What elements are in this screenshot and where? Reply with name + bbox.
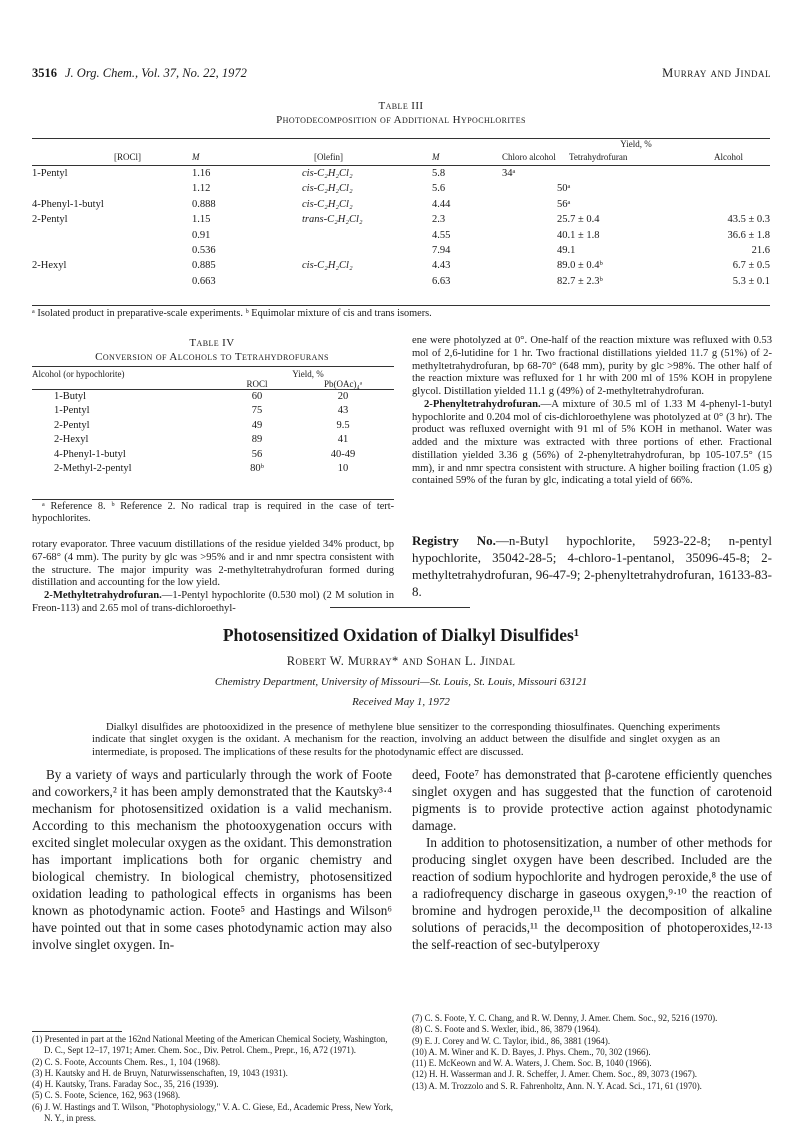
table-cell (502, 228, 557, 243)
table-cell (502, 274, 557, 289)
footnote: (4) H. Kautsky, Trans. Faraday Soc., 35, 216 (1939). (32, 1079, 219, 1090)
footnote: (7) C. S. Foote, Y. C. Chang, and R. W. Denny, J. Amer. Chem. Soc., 92, 5216 (1970). (412, 1013, 718, 1023)
footnote: (3) H. Kautsky and H. de Bruyn, Naturwissenschaften, 19, 1043 (1931). (32, 1067, 288, 1078)
article-separator (330, 607, 470, 608)
article-abstract: Dialkyl disulfides are photooxidized in the presence of methylene blue sensitizer to the corresponding thiosulfinates. Quenching experiments indicate that singlet oxygen is the oxidant. A mechanism for the reaction, involving an adduct between the disulfide and singlet oxygen as an intermediate, is proposed. The implications of these results for the photodynamic effect are discussed. (92, 722, 720, 758)
table-cell: 43 (337, 405, 349, 417)
table-cell: 2.3 (432, 214, 446, 226)
table-cell: 4.43 (432, 260, 451, 272)
table-row (32, 274, 770, 289)
table-cell: 5.8 (432, 168, 446, 179)
footnote: (13) A. M. Trozzolo and S. R. Fahrenholtz, Ann. N. Y. Acad. Sci., 171, 61 (1970). (412, 1080, 702, 1091)
table4 (32, 366, 394, 476)
table-cell: 0.885 (192, 260, 216, 272)
table-cell (32, 243, 192, 258)
table-cell: 7.94 (432, 245, 451, 257)
table4-caption: Conversion of Alcohols to Tetrahydrofurans (95, 351, 329, 363)
table-cell: 5.3 ± 0.1 (732, 275, 770, 287)
table-cell: 1-Pentyl (54, 405, 90, 417)
table4-col-header: Pb(OAc)₄ᵃ (323, 379, 363, 389)
table-cell: 0.536 (192, 245, 216, 257)
table-cell (687, 181, 770, 196)
table3-label: Table III (378, 100, 424, 112)
table-cell: 1.16 (192, 168, 211, 179)
table-cell: 89 (251, 434, 263, 446)
table-row (32, 462, 394, 476)
table-cell: 2-Methyl-2-pentyl (54, 463, 132, 475)
table-row (32, 243, 770, 258)
table3-footnote: ᵃ Isolated product in preparative-scale experiments. ᵇ Equimolar mixture of cis and trans isomers. (32, 308, 432, 319)
table-cell: 4.55 (432, 229, 451, 241)
table-cell (282, 274, 432, 289)
table-cell: 10 (337, 463, 349, 475)
experimental-paragraph: —A mixture of 30.5 ml of 1.33 M 4-phenyl-1-butyl hypochlorite and 0.204 mol of cis-dichloroethylene was photolyzed at 0° (3 hr). The product was refluxed overnight with 91 ml of 5% KOH in methanol. Water was added and the mixture was extracted with three portions of ether. Fractional distillation yielded 3.36 g (56%) of 2-phenyltetrahydrofuran, bp 105-107.5° (15 mm), ir and nmr spectra consistent with structure. A higher boiling fraction (1.05 g) contained 59% of the furan by glc, indicating a total yield of 66%. (412, 398, 772, 487)
table-cell: 89.0 ± 0.4ᵇ (557, 260, 603, 272)
footnote: (9) E. J. Corey and W. C. Taylor, ibid., 86, 3881 (1964). (412, 1035, 611, 1046)
table3-col-header: Chloro alcohol (502, 152, 556, 162)
table-cell: 75 (251, 405, 263, 417)
table-cell: 1-Butyl (54, 391, 87, 402)
compound-heading: 2-Methyltetrahydrofuran. (44, 590, 162, 601)
table-cell: 80ᵇ (250, 463, 264, 475)
article-affiliation: Chemistry Department, University of Missouri—St. Louis, St. Louis, Missouri 63121 (214, 676, 588, 688)
table-row (32, 419, 394, 433)
table-cell: 21.6 (751, 245, 770, 257)
journal-name: J. Org. Chem., Vol. 37, No. 22, 1972 (65, 66, 247, 80)
table4-col-header: ROCl (246, 379, 268, 389)
journal-citation (32, 66, 247, 81)
table-cell: 50ᵃ (557, 183, 571, 195)
table-row (32, 390, 394, 405)
experimental-paragraph: ene were photolyzed at 0°. One-half of the reaction mixture was refluxed with 0.53 mol of 2,6-lutidine for 1 hr. Two fractional distillations yielded 11.7 g (51%) of 2-methyltetrahydrofuran, bp 68-70° (648 mm), purity by glc >98%. The other half of the reaction mixture was refluxed for 1 hr with 200 ml of 15% KOH in propylene glycol. Distillation yielded 11.1 g (49%) of 2-methyltetrahydrofuran. (412, 335, 772, 397)
table-row (32, 433, 394, 447)
page-number: 3516 (32, 66, 57, 80)
footnote: (11) E. McKeown and W. A. Waters, J. Chem. Soc. B, 1040 (1966). (412, 1058, 652, 1069)
footnotes-right (412, 1013, 772, 1092)
table-row (32, 197, 770, 212)
table-cell: 20 (337, 391, 349, 402)
table-cell: 41 (337, 434, 349, 446)
table-cell: 49 (251, 419, 263, 431)
table-cell: 56ᵃ (557, 198, 571, 210)
table-cell: 43.5 ± 0.3 (727, 214, 770, 226)
article-authors: Robert W. Murray* and Sohan L. Jindal (286, 654, 516, 668)
table-cell (502, 181, 557, 196)
table-cell (687, 197, 770, 212)
running-header (32, 66, 771, 84)
experimental-paragraph: —1-Pentyl hypochlorite (0.530 mol) (2 M solution in Freon-113) and 2.65 mol of trans-dichloroethyl- (32, 590, 394, 614)
table4-bottom-rule (32, 499, 394, 500)
table3-col-header: M (432, 152, 440, 162)
table-cell: 0.91 (192, 229, 211, 241)
article-received: Received May 1, 1972 (352, 696, 450, 708)
experimental-right (412, 335, 772, 488)
body-left (32, 766, 392, 953)
table3-bottom-rule (32, 305, 770, 306)
table-cell (502, 243, 557, 258)
table3-caption: Photodecomposition of Additional Hypochlorites (276, 114, 526, 126)
body-paragraph: By a variety of ways and particularly through the work of Foote and coworkers,² it has been amply demonstrated that the Kautsky³·⁴ mechanism for photosensitized oxidation is a valid mechanism. According to this mechanism the photooxygenation occurs with excited singlet molecular oxygen as the oxidant. This demonstration has important implications both for organic chemistry and biological chemistry. In biological chemistry, photosensitized oxidation leading to pathological effects in organisms has been known as photodynamic action. Foote⁵ and Hastings and Wilson⁶ have pointed out that in some cases photodynamic action may also involve singlet oxygen. In- (32, 767, 392, 952)
table-cell: 82.7 ± 2.3ᵇ (557, 275, 603, 287)
table-cell: 6.7 ± 0.5 (732, 260, 770, 272)
table3-col-header: [Olefin] (314, 152, 343, 162)
running-authors: Murray and Jindal (662, 66, 771, 80)
table-cell: 34ᵃ (502, 168, 516, 179)
table-cell (282, 228, 432, 243)
table-cell: cis-C₂H₂Cl₂ (302, 168, 353, 179)
table4-footnote: ᵃ Reference 8. ᵇ Reference 2. No radical trap is required in the case of tert-hypochlorites. (32, 501, 394, 524)
table4-col-header: Alcohol (or hypochlorite) (32, 367, 222, 380)
body-right (412, 766, 772, 953)
footnote: (5) C. S. Foote, Science, 162, 963 (1968). (32, 1090, 181, 1101)
table-cell (32, 228, 192, 243)
registry-numbers (412, 532, 772, 600)
table-cell: cis-C₂H₂Cl₂ (302, 198, 353, 210)
table-cell: 0.888 (192, 198, 216, 210)
table-cell: 40.1 ± 1.8 (557, 229, 600, 241)
table-cell: 56 (251, 448, 263, 460)
table-row (32, 448, 394, 462)
table-cell: 9.5 (336, 419, 350, 431)
table-cell: cis-C₂H₂Cl₂ (302, 260, 353, 272)
footnote: (2) C. S. Foote, Accounts Chem. Res., 1, 104 (1968). (32, 1056, 221, 1067)
table-cell: 2-Pentyl (32, 214, 68, 226)
footnote: (10) A. M. Winer and K. D. Bayes, J. Phys. Chem., 70, 302 (1966). (412, 1046, 651, 1057)
experimental-left (32, 539, 394, 616)
table-cell: 4-Phenyl-1-butyl (54, 448, 126, 460)
table4-yield-header: Yield, % (222, 367, 394, 380)
footnote-rule (32, 1031, 122, 1032)
article-title: Photosensitized Oxidation of Dialkyl Disulfides¹ (222, 625, 580, 645)
table3-col-header: Alcohol (714, 152, 743, 162)
table-cell: 4.44 (432, 198, 451, 210)
table-cell: 2-Pentyl (54, 419, 90, 431)
table-cell: 2-Hexyl (32, 260, 67, 272)
table-cell: 25.7 ± 0.4 (557, 214, 600, 226)
table-cell: 36.6 ± 1.8 (727, 229, 770, 241)
table-cell: 1.12 (192, 183, 211, 195)
table-row (32, 181, 770, 196)
table-cell (502, 258, 557, 273)
table-row (32, 228, 770, 243)
table-cell (687, 166, 770, 182)
table-cell: 1.15 (192, 214, 211, 226)
table-row (32, 166, 770, 182)
table-cell (282, 243, 432, 258)
table3 (32, 138, 770, 289)
table-cell (557, 166, 687, 182)
table3-col-header: Tetrahydrofuran (569, 152, 628, 162)
compound-heading: 2-Phenyltetrahydrofuran. (424, 398, 541, 410)
table-cell: 49.1 (557, 245, 576, 257)
table-cell: 4-Phenyl-1-butyl (32, 198, 104, 210)
table-row (32, 404, 394, 418)
table3-header-row (32, 152, 770, 166)
table-cell: 0.663 (192, 275, 216, 287)
table-cell (502, 212, 557, 227)
table-cell: 40-49 (330, 448, 356, 460)
table4-label: Table IV (189, 337, 235, 349)
registry-heading: Registry No. (412, 533, 496, 548)
table-row (32, 258, 770, 273)
table-cell (502, 197, 557, 212)
footnote: (12) H. H. Wasserman and J. R. Scheffer, J. Amer. Chem. Soc., 89, 3073 (1967). (412, 1069, 698, 1080)
footnotes-left (32, 1034, 394, 1124)
table3-col-header: M (192, 152, 200, 162)
table-cell: 5.6 (432, 183, 446, 195)
footnote: (6) J. W. Hastings and T. Wilson, "Photophysiology," V. A. C. Giese, Ed., Academic Press, New York, N. Y., in press. (32, 1101, 393, 1124)
body-paragraph: In addition to photosensitization, a number of other methods for producing singlet oxygen have been described. Included are the reaction of sodium hypochlorite and hydrogen peroxide,⁸ the use of a radiofrequency discharge in gaseous oxygen,⁹·¹⁰ the reaction of bromine and hydrogen peroxide,¹¹ the decomposition of alkaline solutions of peracids,¹¹ the decomposition of photoperoxides,¹²·¹³ the self-reaction of sec-butylperoxy (412, 835, 772, 952)
table3-yield-header: Yield, % (620, 139, 652, 149)
footnote: (1) Presented in part at the 162nd National Meeting of the American Chemical Society, Washington, D. C., Sept 12–17, 1971; Amer. Chem. Soc., Div. Petrol. Chem., Prepr., 16, A72 (1971). (32, 1034, 388, 1056)
table-row (32, 212, 770, 227)
table-cell (32, 181, 192, 196)
table-cell: 6.63 (432, 275, 451, 287)
table-cell: 2-Hexyl (54, 434, 89, 446)
table-cell (32, 274, 192, 289)
experimental-paragraph: rotary evaporator. Three vacuum distillations of the residue yielded 34% product, bp 67-68° (4 mm). The purity by glc was >95% and ir and nmr spectra consistent with the structure. The major impurity was 2-methyltetrahydrofuran formed during distillation and accounting for the low yield. (32, 539, 394, 589)
table3-col-header: [ROCl] (114, 152, 141, 162)
table-cell: cis-C₂H₂Cl₂ (302, 183, 353, 195)
footnote: (8) C. S. Foote and S. Wexler, ibid., 86, 3879 (1964). (412, 1024, 601, 1035)
table-cell: 1-Pentyl (32, 168, 68, 179)
table-cell: 60 (251, 391, 263, 402)
table-cell: trans-C₂H₂Cl₂ (302, 214, 363, 226)
body-paragraph: deed, Foote⁷ has demonstrated that β-carotene efficiently quenches singlet oxygen and has suggested that the function of carotenoid pigments is to provide protective action against photodynamic damage. (412, 767, 772, 833)
registry-text: —n-Butyl hypochlorite, 5923-22-8; n-pentyl hypochlorite, 35042-28-5; 4-chloro-1-pentanol, 35096-45-8; 2-methyltetrahydrofuran, 96-47-9; 2-phenyltetrahydrofuran, 16133-83-8. (412, 533, 772, 599)
